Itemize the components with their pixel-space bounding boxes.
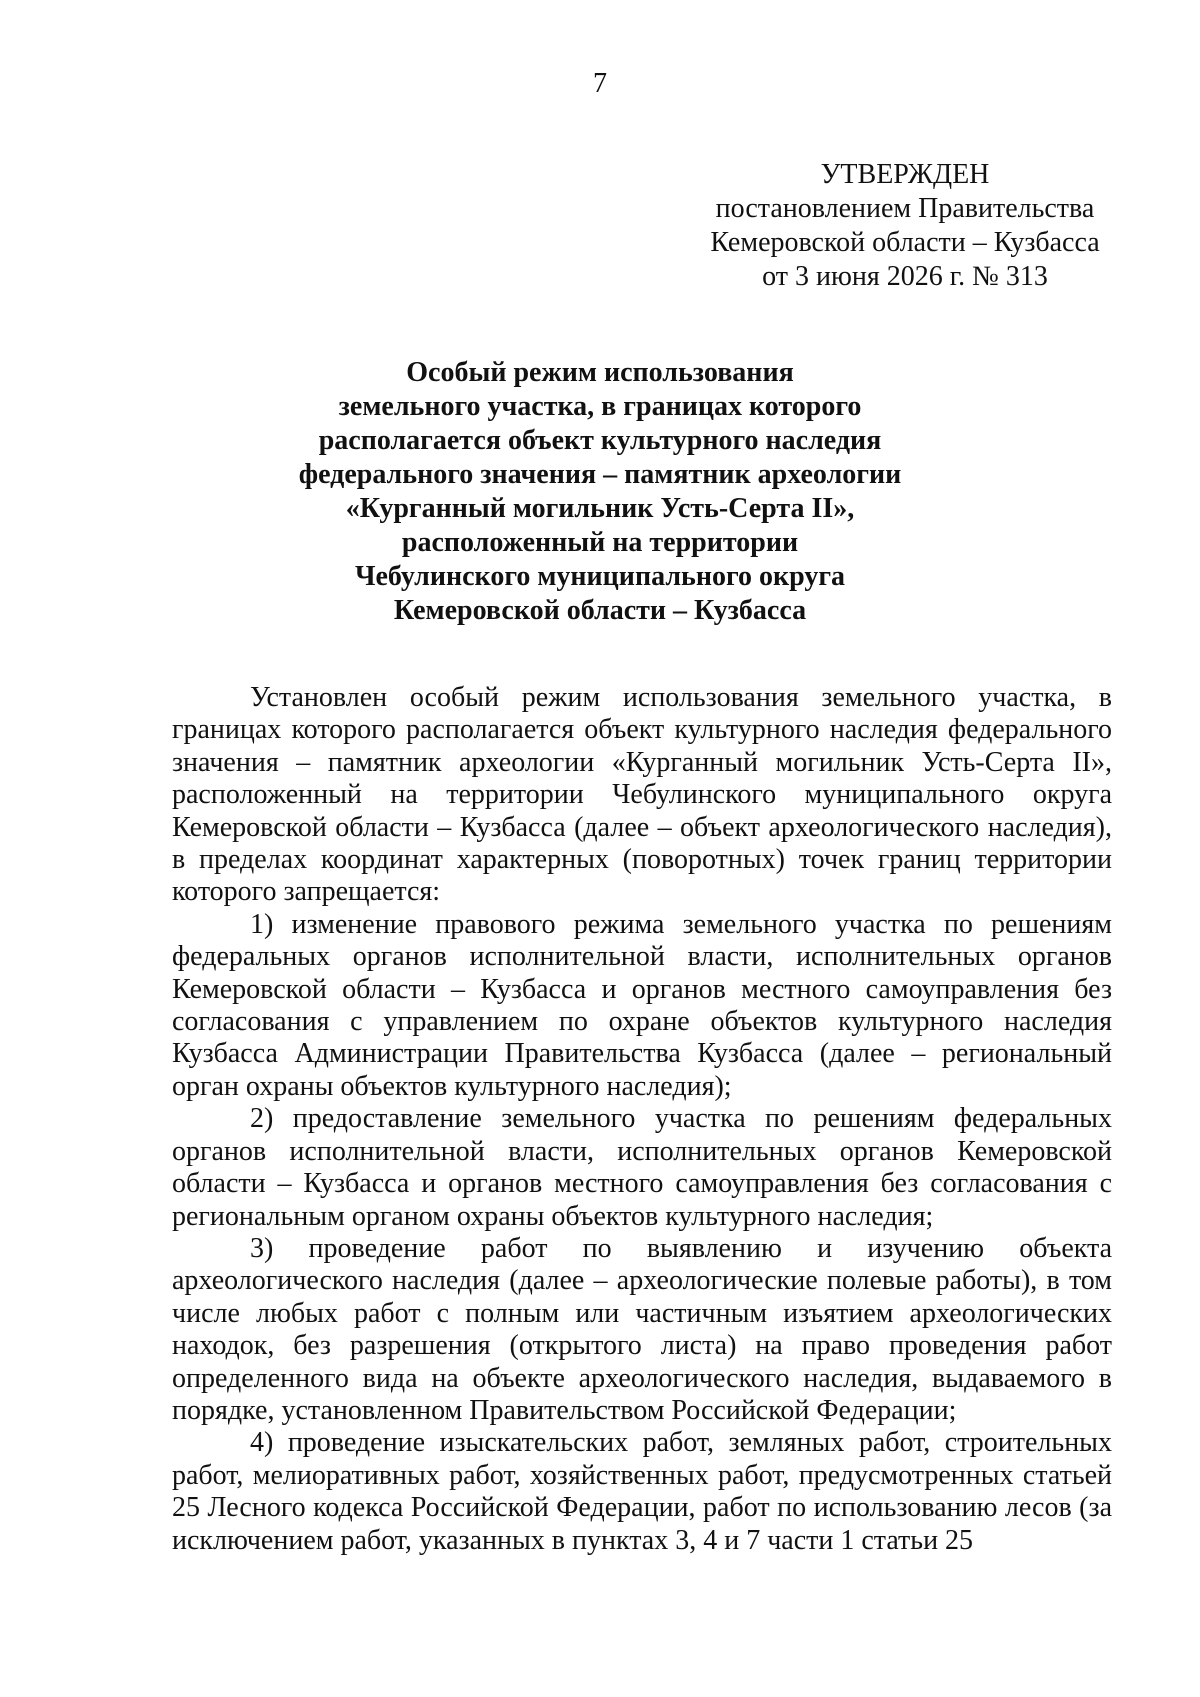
page-number: 7 (593, 68, 607, 99)
approval-line-date: от 3 июня 2026 г. № 313 (762, 261, 1048, 292)
intro-paragraph: Установлен особый режим использования земельного участка, в границах которого располагается объект культурного наследия федерального значения – памятник археологии «Курганный могильник Усть-Серта II», расположенный на территории Чебулинского муниципального округа Кемеровской области – Кузбасса (далее – объект археологического наследия), в пределах координат характерных (поворотных) точек границ территории которого запрещается: (172, 682, 1112, 908)
title-line: располагается объект культурного наследия (318, 425, 882, 456)
title-line: Чебулинского муниципального округа (354, 561, 846, 592)
approval-block (690, 158, 1120, 294)
title-line: «Курганный могильник Усть-Серта II», (345, 493, 855, 524)
list-item-3: 3) проведение работ по выявлению и изучению объекта археологического наследия (далее – археологические полевые работы), в том числе любых работ с полным или частичным изъятием археологических находок, без разрешения (открытого листа) на право проведения работ определенного вида на объекте археологического наследия, выдаваемого в порядке, установленном Правительством Российской Федерации; (172, 1232, 1112, 1426)
approval-line-region: Кемеровской области – Кузбасса (710, 227, 1100, 258)
title-line: земельного участка, в границах которого (338, 391, 862, 422)
document-title (200, 356, 1000, 628)
title-line: расположенный на территории (401, 527, 799, 558)
title-line: Особый режим использования (406, 357, 794, 388)
approval-line-approved: УТВЕРЖДЕН (820, 159, 990, 190)
title-line: федерального значения – памятник археологии (298, 459, 902, 490)
approval-line-resolution: постановлением Правительства (715, 193, 1095, 224)
list-item-4: 4) проведение изыскательских работ, земляных работ, строительных работ, мелиоративных работ, хозяйственных работ, предусмотренных статьей 25 Лесного кодекса Российской Федерации, работ по использованию лесов (за исключением работ, указанных в пунктах 3, 4 и 7 части 1 статьи 25 (172, 1427, 1112, 1556)
list-item-1: 1) изменение правового режима земельного участка по решениям федеральных органов исполнительной власти, исполнительных органов Кемеровской области – Кузбасса и органов местного самоуправления без согласования с управлением по охране объектов культурного наследия Кузбасса Администрации Правительства Кузбасса (далее – региональный орган охраны объектов культурного наследия); (172, 908, 1112, 1102)
document-body (172, 682, 1112, 1557)
list-item-2: 2) предоставление земельного участка по решениям федеральных органов исполнительной власти, исполнительных органов Кемеровской области – Кузбасса и органов местного самоуправления без согласования с региональным органом охраны объектов культурного наследия; (172, 1103, 1112, 1232)
title-line: Кемеровской области – Кузбасса (393, 595, 807, 626)
